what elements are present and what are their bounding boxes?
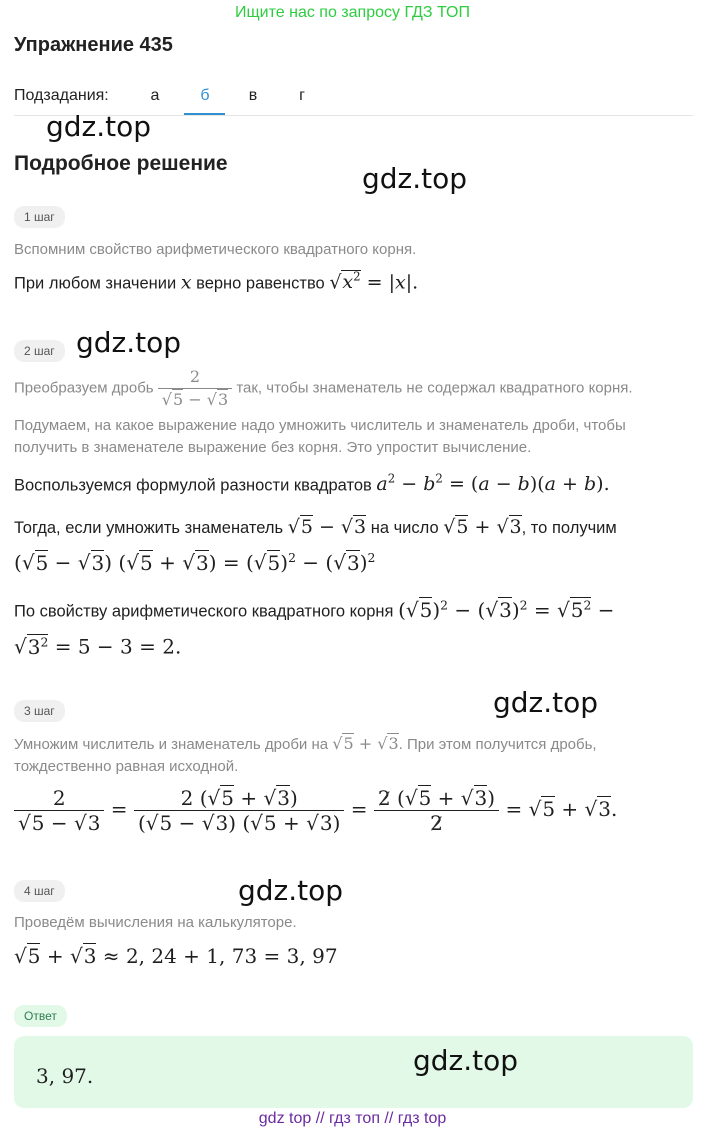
step-note: Преобразуем дробь $\frac{2}{√5 - √3}$ так, чтобы знаменатель не содержал квадратного корня. xyxy=(14,367,633,409)
watermark: gdz.top xyxy=(493,686,599,719)
watermark: gdz.top xyxy=(362,162,468,195)
step-text: Тогда, если умножить знаменатель √5 − √3 на число √5 + √3, то получим xyxy=(14,516,617,538)
step-badge: 2 шаг xyxy=(14,340,65,362)
step-note: Умножим числитель и знаменатель дроби на √5 + √3. При этом получится дробь, xyxy=(14,734,597,753)
watermark: gdz.top xyxy=(46,110,152,143)
watermark: gdz.top xyxy=(413,1044,519,1077)
tab-g[interactable]: г xyxy=(299,87,305,104)
step-badge: 3 шаг xyxy=(14,700,65,722)
tab-a[interactable]: а xyxy=(150,87,160,104)
step-text: По свойству арифметического квадратного корня $(√5)^2 - (√3)^2 = √5^2$ − xyxy=(14,597,615,622)
active-tab-indicator xyxy=(184,113,225,115)
step-note: Вспомним свойство арифметического квадратного корня. xyxy=(14,241,417,258)
step-note: Подумаем, на какое выражение надо умножить числитель и знаменатель дроби, чтобы xyxy=(14,417,626,434)
step-badge: 1 шаг xyxy=(14,206,65,228)
watermark: gdz.top xyxy=(76,326,182,359)
search-banner: Ищите нас по запросу ГДЗ ТОП xyxy=(235,4,470,21)
tab-v[interactable]: в xyxy=(248,87,258,104)
step-badge: 4 шаг xyxy=(14,880,65,902)
answer-badge: Ответ xyxy=(14,1005,67,1027)
step-text: При любом значении x верно равенство $√x^2 = |x|$. xyxy=(14,270,419,294)
answer-value: 3, 97. xyxy=(36,1064,94,1088)
tab-b[interactable]: б xyxy=(200,87,210,104)
watermark: gdz.top xyxy=(238,874,344,907)
page-title: Упражнение 435 xyxy=(14,34,173,56)
formula: $\frac{2}{√5 - √3}$ = $\frac{2 (√5 + √3)}{(√5 - √3) (√5 + √3)}$ = $\frac{2 (√5 + √3)}{2}$ = √5 + √3. xyxy=(14,786,617,835)
formula: (√5 − √3) $(√5 + √3) = (√5)^2 - (√3)^2$ xyxy=(14,550,376,575)
step-text: Воспользуемся формулой разности квадратов $a^2 - b^2 = (a - b)(a + b)$. xyxy=(14,472,610,496)
subtasks-label: Подзадания: xyxy=(14,87,109,104)
footer-links[interactable]: gdz top // гдз топ // гдз top xyxy=(258,1110,447,1127)
formula: $√3^2 = 5 - 3 = 2$. xyxy=(14,634,182,659)
section-title: Подробное решение xyxy=(14,152,228,175)
step-note: Проведём вычисления на калькуляторе. xyxy=(14,914,297,931)
step-note: получить в знаменателе выражение без корня. Это упростит вычисление. xyxy=(14,439,532,456)
formula: √5 + √3 ≈ 2, 24 + 1, 73 = 3, 97 xyxy=(14,944,338,968)
answer-box xyxy=(14,1036,693,1108)
step-note: тождественно равная исходной. xyxy=(14,758,239,775)
